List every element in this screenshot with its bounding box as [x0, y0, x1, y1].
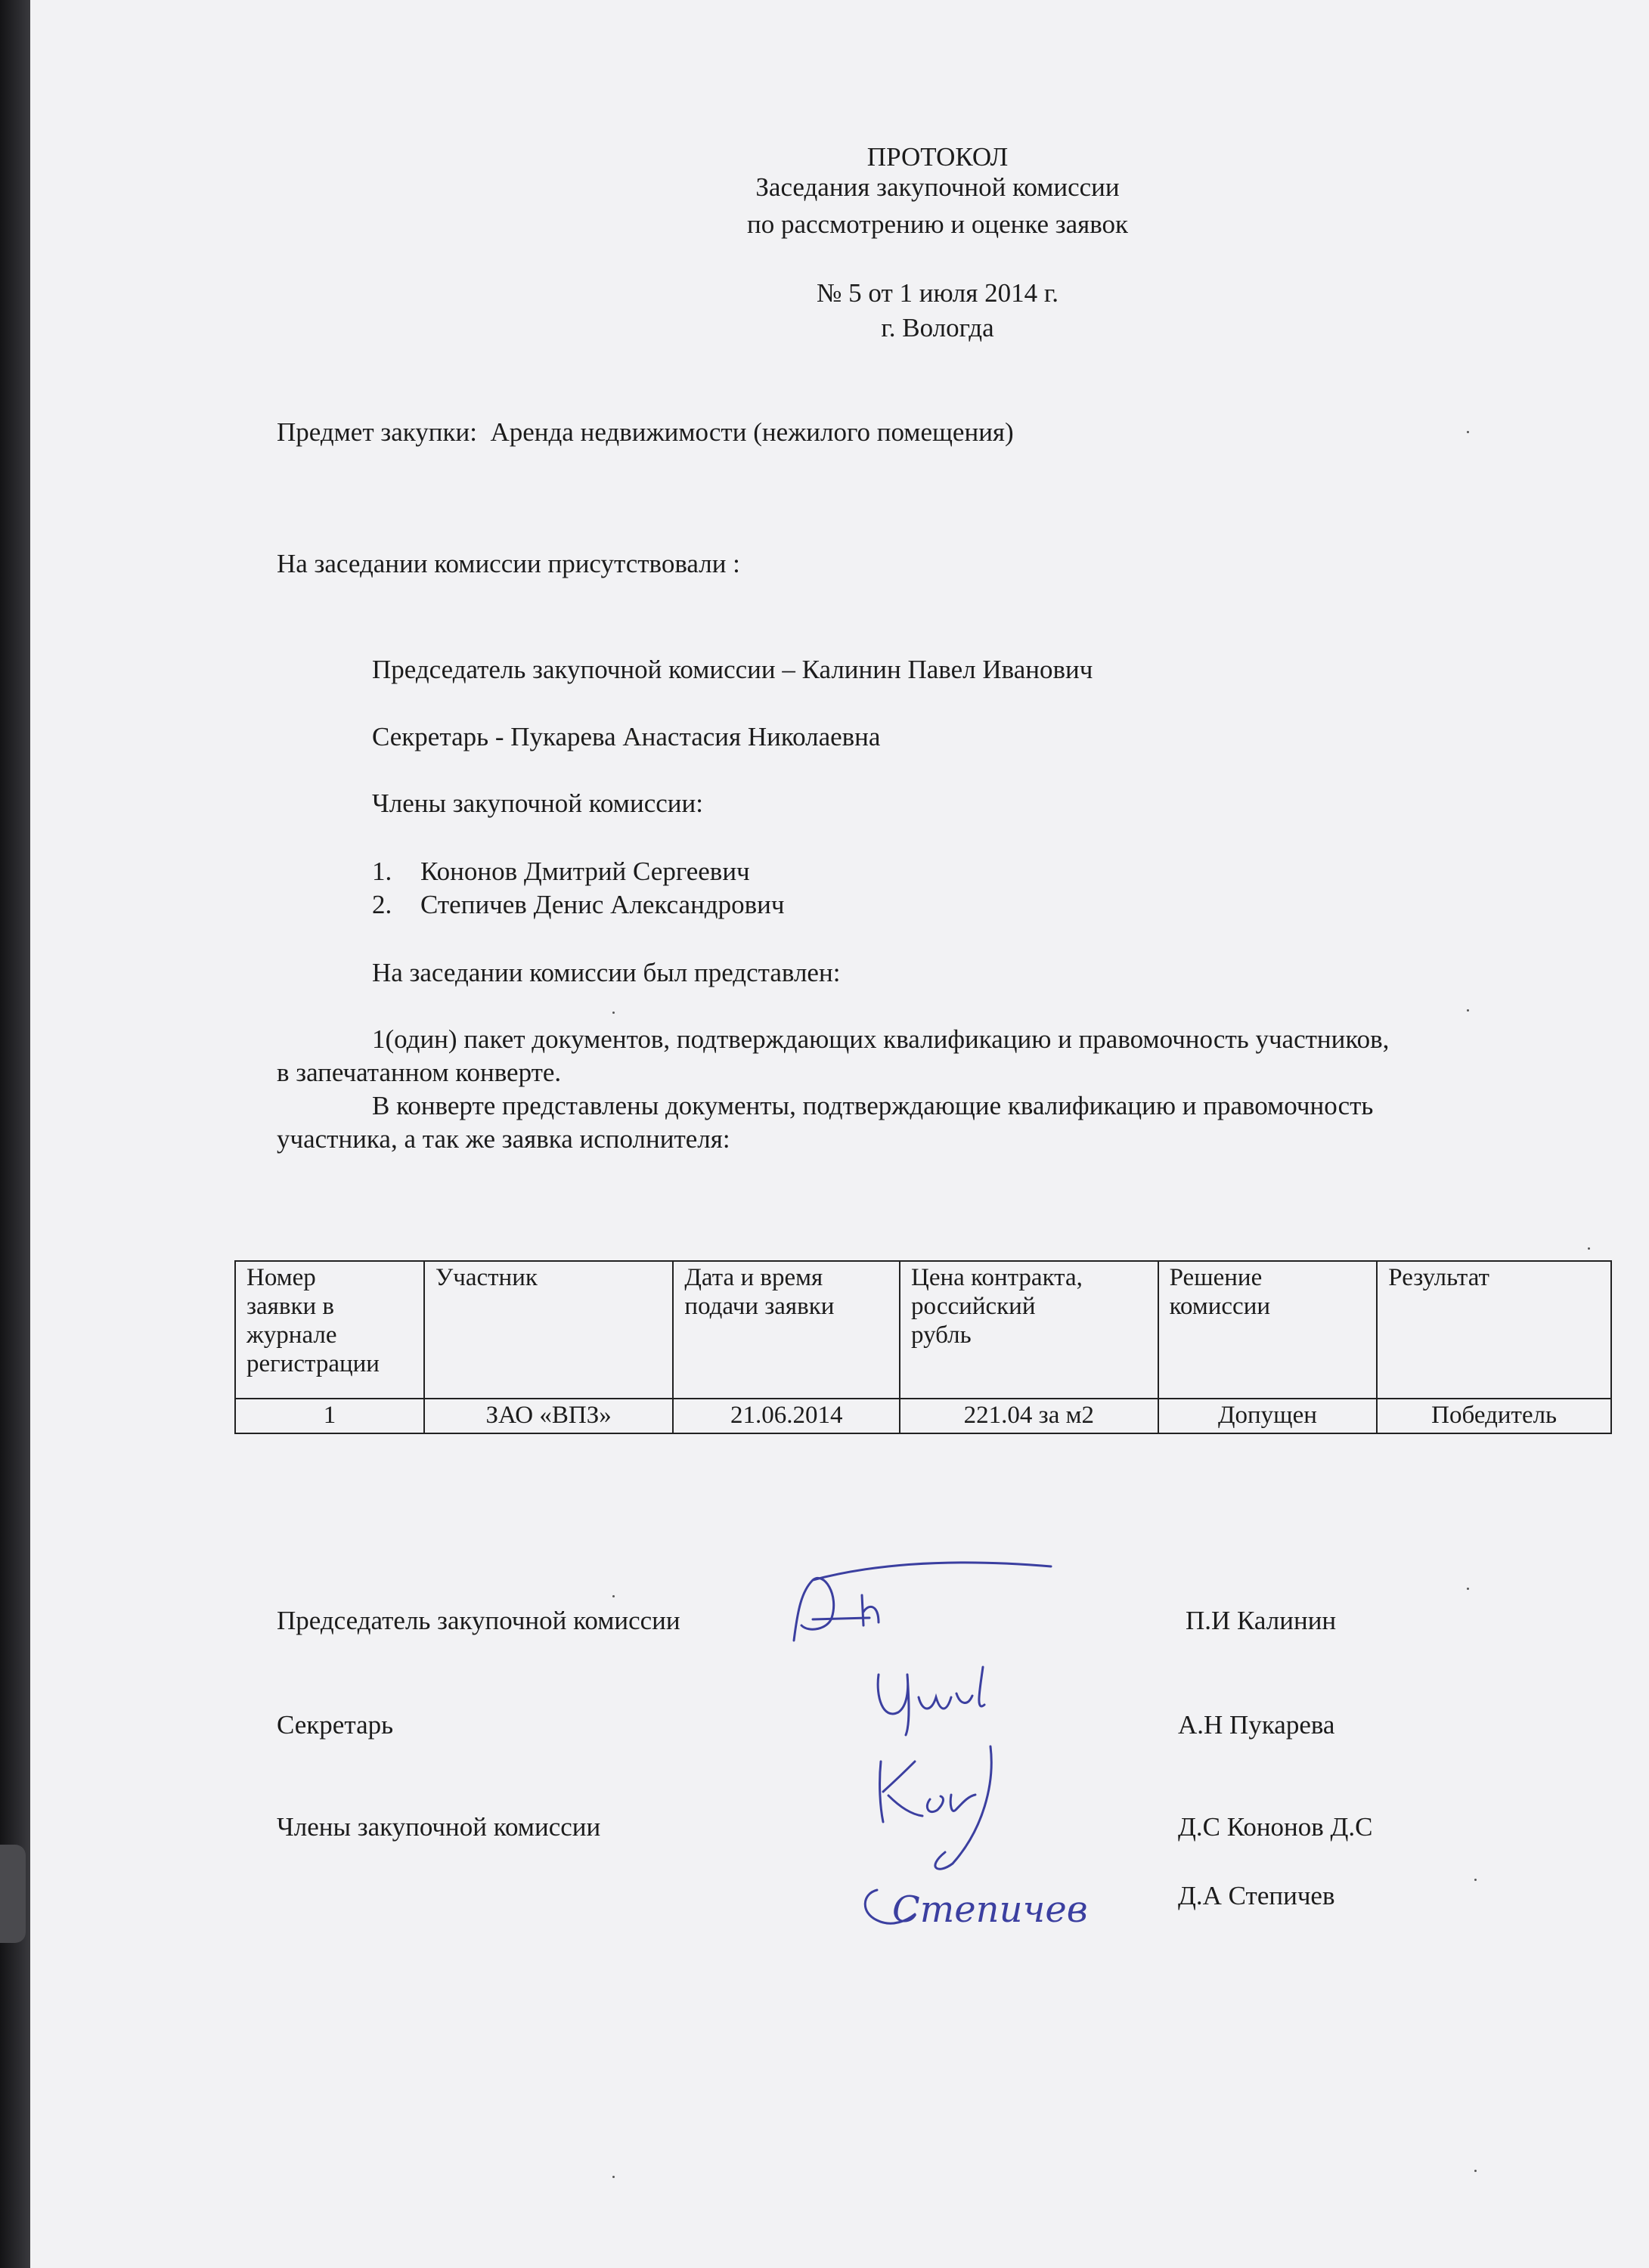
speck: [1467, 1588, 1469, 1590]
protocol-city: г. Вологда: [881, 313, 994, 342]
cell-result: Победитель: [1377, 1399, 1611, 1433]
cell-submission-date: 21.06.2014: [673, 1399, 900, 1433]
protocol-number-date: № 5 от 1 июля 2014 г.: [817, 278, 1059, 308]
chairman-handwritten-signature: [779, 1550, 1066, 1656]
signature-chairman-name: П.И Калинин: [1186, 1606, 1337, 1635]
scan-clip-mark: [0, 1845, 26, 1943]
header-result: Результат: [1377, 1261, 1611, 1399]
procurement-subject: [277, 417, 1014, 448]
header-application-number: Номер заявки в журнале регистрации: [235, 1261, 424, 1399]
speck: [1474, 2170, 1477, 2172]
member2-signature-text: Степичев: [892, 1888, 1088, 1931]
envelope-paragraph-line-1: В конверте представлены документы, подтверждающие квалификацию и правомочность: [372, 1091, 1374, 1120]
speck: [1474, 1879, 1477, 1881]
speck: [1467, 431, 1469, 433]
attendance-intro: На заседании комиссии присутствовали :: [277, 549, 740, 578]
table-header-row: [235, 1261, 1611, 1399]
cell-participant: ЗАО «ВПЗ»: [424, 1399, 674, 1433]
package-paragraph-line-1: 1(один) пакет документов, подтверждающих квалификацию и правомочность участников,: [372, 1024, 1390, 1054]
speck: [1588, 1247, 1590, 1250]
document-subtitle-line-1: Заседания закупочной комиссии: [755, 172, 1120, 202]
subject-label: Предмет закупки:: [277, 417, 477, 447]
member1-handwritten-signature: [862, 1731, 1043, 1882]
member-list-item: [372, 857, 750, 887]
header-contract-price: Цена контракта, российский рубль: [900, 1261, 1158, 1399]
subject-value: Аренда недвижимости (нежилого помещения): [490, 417, 1014, 447]
table-row: [235, 1399, 1611, 1433]
envelope-paragraph-line-2: участника, а так же заявка исполнителя:: [277, 1124, 730, 1154]
results-table: [234, 1260, 1612, 1434]
signature-secretary-name: А.Н Пукарева: [1178, 1710, 1335, 1740]
speck: [612, 1012, 615, 1014]
signature-members-role: Члены закупочной комиссии: [277, 1812, 601, 1842]
signature-secretary-role: Секретарь: [277, 1710, 394, 1740]
presented-intro: На заседании комиссии был представлен:: [372, 958, 841, 987]
cell-contract-price: 221.04 за м2: [900, 1399, 1158, 1433]
signature-member2-name: Д.А Степичев: [1178, 1881, 1335, 1910]
members-title: Члены закупочной комиссии:: [372, 789, 703, 818]
chairman-line: Председатель закупочной комиссии – Калинин Павел Иванович: [372, 655, 1093, 684]
speck: [612, 2176, 615, 2178]
cell-commission-decision: Допущен: [1158, 1399, 1378, 1433]
cell-application-number: 1: [235, 1399, 424, 1433]
header-submission-date: Дата и время подачи заявки: [673, 1261, 900, 1399]
speck: [612, 1595, 615, 1597]
member-name: Кононов Дмитрий Сергеевич: [420, 857, 750, 886]
signature-member1-name: Д.С Кононов Д.С: [1178, 1812, 1373, 1842]
document-title: ПРОТОКОЛ: [866, 142, 1009, 172]
member2-handwritten-signature: [847, 1867, 1119, 1950]
speck: [1467, 1009, 1469, 1012]
document-page: [30, 0, 1649, 2268]
member-list-item: [372, 890, 784, 920]
secretary-line: Секретарь - Пукарева Анастасия Николаевна: [372, 722, 881, 751]
secretary-handwritten-signature: [862, 1652, 1059, 1743]
member-number: 1.: [372, 857, 392, 886]
header-participant: Участник: [424, 1261, 674, 1399]
document-subtitle-line-2: по рассмотрению и оценке заявок: [746, 209, 1129, 239]
signature-chairman-role: Председатель закупочной комиссии: [277, 1606, 680, 1635]
member-number: 2.: [372, 890, 392, 919]
member-name: Степичев Денис Александрович: [420, 890, 785, 919]
header-commission-decision: Решение комиссии: [1158, 1261, 1378, 1399]
package-paragraph-line-2: в запечатанном конверте.: [277, 1058, 562, 1087]
